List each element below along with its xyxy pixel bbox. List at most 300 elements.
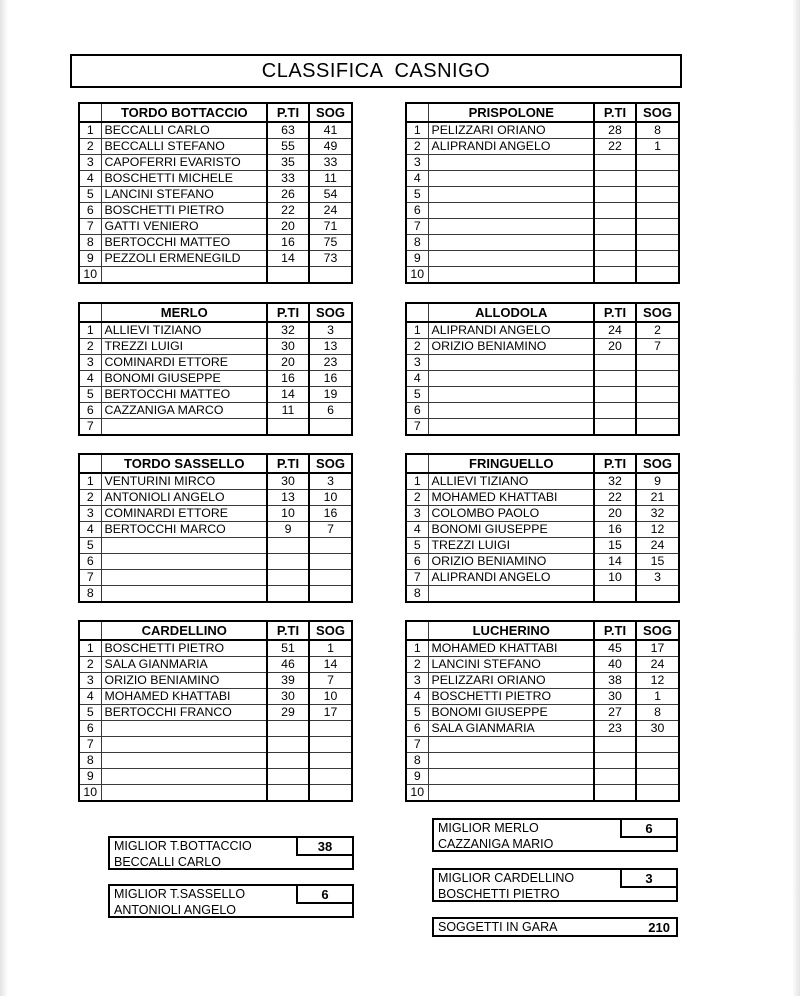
- cell-name: [101, 721, 267, 737]
- cell-rank: 3: [79, 673, 101, 689]
- cell-catches: [636, 251, 679, 267]
- award-score: 3: [620, 868, 678, 888]
- table-header-row: [79, 303, 352, 322]
- cell-points: [267, 586, 309, 603]
- cell-name: [428, 171, 594, 187]
- cell-name: [428, 737, 594, 753]
- cell-rank: 10: [79, 267, 101, 284]
- cell-points: [594, 171, 636, 187]
- column-header-catches: SOG: [309, 454, 352, 473]
- cell-catches: 24: [636, 538, 679, 554]
- cell-points: 46: [267, 657, 309, 673]
- cell-rank: 3: [406, 673, 428, 689]
- cell-name: ALLIEVI TIZIANO: [428, 473, 594, 490]
- column-header-points: P.TI: [267, 621, 309, 640]
- table-row: [79, 586, 352, 603]
- cell-rank: 1: [406, 122, 428, 139]
- cell-name: BECCALLI STEFANO: [101, 139, 267, 155]
- cell-points: 11: [267, 403, 309, 419]
- cell-points: 32: [267, 322, 309, 339]
- cell-points: [267, 419, 309, 436]
- award-score: 6: [296, 884, 354, 904]
- cell-rank: 4: [406, 689, 428, 705]
- cell-points: [267, 753, 309, 769]
- cell-catches: [636, 371, 679, 387]
- cell-catches: [309, 769, 352, 785]
- cell-catches: 1: [636, 689, 679, 705]
- cell-rank: 6: [79, 203, 101, 219]
- cell-rank: 2: [406, 490, 428, 506]
- cell-name: [101, 586, 267, 603]
- table-row: [406, 721, 679, 737]
- column-header-points: P.TI: [267, 454, 309, 473]
- cell-rank: 8: [406, 586, 428, 603]
- table-title: LUCHERINO: [428, 621, 594, 640]
- cell-name: BOSCHETTI MICHELE: [101, 171, 267, 187]
- column-header-rank: [406, 303, 428, 322]
- cell-catches: 41: [309, 122, 352, 139]
- cell-points: 30: [267, 689, 309, 705]
- cell-catches: 8: [636, 122, 679, 139]
- cell-catches: 12: [636, 673, 679, 689]
- column-header-catches: SOG: [636, 621, 679, 640]
- table-row: [79, 219, 352, 235]
- cell-catches: [309, 737, 352, 753]
- cell-rank: 4: [406, 371, 428, 387]
- cell-name: BOSCHETTI PIETRO: [101, 640, 267, 657]
- cell-catches: 9: [636, 473, 679, 490]
- award-title-row: [434, 820, 676, 836]
- table-row: [406, 419, 679, 436]
- cell-catches: [636, 403, 679, 419]
- cell-points: [594, 155, 636, 171]
- cell-catches: 16: [309, 506, 352, 522]
- table-row: [79, 267, 352, 284]
- cell-points: 16: [594, 522, 636, 538]
- ranking-table-fringuello: [405, 453, 680, 603]
- ranking-table-allodola: [405, 302, 680, 436]
- cell-rank: 4: [79, 689, 101, 705]
- cell-points: 26: [267, 187, 309, 203]
- table-title: PRISPOLONE: [428, 103, 594, 122]
- cell-rank: 5: [79, 705, 101, 721]
- cell-catches: [636, 586, 679, 603]
- cell-points: 30: [267, 339, 309, 355]
- cell-rank: 9: [406, 769, 428, 785]
- award-title: MIGLIOR MERLO: [438, 821, 539, 835]
- ranking-table-prispolone: [405, 102, 680, 284]
- cell-rank: 5: [79, 387, 101, 403]
- table-row: [79, 155, 352, 171]
- table-title: ALLODOLA: [428, 303, 594, 322]
- page-title: CLASSIFICA CASNIGO: [261, 59, 491, 82]
- table-row: [79, 769, 352, 785]
- cell-rank: 4: [406, 522, 428, 538]
- cell-rank: 10: [406, 267, 428, 284]
- cell-rank: 2: [406, 139, 428, 155]
- table-header-row: [406, 303, 679, 322]
- cell-points: 39: [267, 673, 309, 689]
- cell-catches: [309, 419, 352, 436]
- award-winner: BOSCHETTI PIETRO: [438, 887, 560, 901]
- cell-catches: 12: [636, 522, 679, 538]
- cell-points: 10: [267, 506, 309, 522]
- table-row: [79, 737, 352, 753]
- table-row: [406, 657, 679, 673]
- table-row: [79, 235, 352, 251]
- table-row: [406, 219, 679, 235]
- table-row: [79, 371, 352, 387]
- table-row: [406, 785, 679, 802]
- table-row: [406, 640, 679, 657]
- cell-catches: [309, 753, 352, 769]
- cell-name: BONOMI GIUSEPPE: [101, 371, 267, 387]
- cell-name: [101, 570, 267, 586]
- cell-points: [594, 371, 636, 387]
- cell-rank: 7: [79, 737, 101, 753]
- table-row: [406, 522, 679, 538]
- cell-name: [101, 785, 267, 802]
- table-row: [406, 490, 679, 506]
- cell-rank: 1: [406, 322, 428, 339]
- cell-catches: [636, 267, 679, 284]
- cell-catches: [636, 355, 679, 371]
- column-header-catches: SOG: [636, 303, 679, 322]
- cell-name: ANTONIOLI ANGELO: [101, 490, 267, 506]
- cell-rank: 7: [79, 570, 101, 586]
- cell-points: 38: [594, 673, 636, 689]
- cell-rank: 2: [79, 657, 101, 673]
- cell-points: 51: [267, 640, 309, 657]
- award-title: MIGLIOR T.BOTTACCIO: [114, 839, 252, 853]
- table-row: [79, 171, 352, 187]
- cell-name: MOHAMED KHATTABI: [428, 640, 594, 657]
- cell-catches: [309, 586, 352, 603]
- cell-points: 30: [594, 689, 636, 705]
- cell-name: ALIPRANDI ANGELO: [428, 322, 594, 339]
- cell-rank: 2: [406, 657, 428, 673]
- cell-rank: 7: [79, 419, 101, 436]
- cell-name: LANCINI STEFANO: [101, 187, 267, 203]
- cell-rank: 5: [406, 705, 428, 721]
- cell-name: BOSCHETTI PIETRO: [428, 689, 594, 705]
- cell-rank: 4: [79, 522, 101, 538]
- column-header-catches: SOG: [636, 103, 679, 122]
- cell-points: [594, 403, 636, 419]
- cell-catches: 17: [309, 705, 352, 721]
- cell-rank: 7: [406, 219, 428, 235]
- cell-points: [594, 235, 636, 251]
- cell-catches: [636, 387, 679, 403]
- cell-rank: 2: [79, 339, 101, 355]
- column-header-catches: SOG: [309, 621, 352, 640]
- table-row: [79, 203, 352, 219]
- cell-points: 28: [594, 122, 636, 139]
- cell-rank: 6: [79, 721, 101, 737]
- table-row: [406, 155, 679, 171]
- cell-catches: 2: [636, 322, 679, 339]
- total-value: 210: [648, 919, 670, 935]
- cell-catches: 10: [309, 490, 352, 506]
- cell-rank: 8: [79, 586, 101, 603]
- cell-points: 40: [594, 657, 636, 673]
- column-header-rank: [79, 621, 101, 640]
- cell-name: [428, 785, 594, 802]
- cell-name: MOHAMED KHATTABI: [101, 689, 267, 705]
- cell-name: [101, 419, 267, 436]
- cell-points: 16: [267, 371, 309, 387]
- cell-points: [594, 419, 636, 436]
- cell-rank: 2: [79, 490, 101, 506]
- cell-rank: 6: [406, 403, 428, 419]
- cell-name: LANCINI STEFANO: [428, 657, 594, 673]
- table-row: [406, 122, 679, 139]
- cell-catches: 6: [309, 403, 352, 419]
- award-title-row: [434, 870, 676, 886]
- cell-points: [594, 737, 636, 753]
- cell-name: [428, 355, 594, 371]
- table-title: CARDELLINO: [101, 621, 267, 640]
- ranking-table-tordo-bottaccio: [78, 102, 353, 284]
- cell-catches: [636, 155, 679, 171]
- cell-catches: [309, 570, 352, 586]
- table-row: [79, 251, 352, 267]
- column-header-rank: [406, 103, 428, 122]
- cell-points: 63: [267, 122, 309, 139]
- cell-name: [101, 267, 267, 284]
- cell-catches: 7: [309, 522, 352, 538]
- cell-points: 45: [594, 640, 636, 657]
- table-row: [79, 689, 352, 705]
- table-row: [406, 251, 679, 267]
- cell-name: [101, 737, 267, 753]
- cell-rank: 3: [79, 506, 101, 522]
- cell-rank: 3: [79, 355, 101, 371]
- table-row: [406, 586, 679, 603]
- cell-name: BECCALLI CARLO: [101, 122, 267, 139]
- table-row: [79, 705, 352, 721]
- cell-catches: [636, 235, 679, 251]
- ranking-table-merlo: [78, 302, 353, 436]
- cell-rank: 8: [406, 753, 428, 769]
- cell-name: [101, 769, 267, 785]
- table-row: [406, 473, 679, 490]
- table-title: TORDO SASSELLO: [101, 454, 267, 473]
- table-row: [79, 355, 352, 371]
- column-header-points: P.TI: [594, 303, 636, 322]
- cell-rank: 6: [406, 554, 428, 570]
- cell-name: [428, 403, 594, 419]
- cell-name: BERTOCCHI MARCO: [101, 522, 267, 538]
- page-title-box: [70, 54, 682, 88]
- cell-catches: 16: [309, 371, 352, 387]
- cell-name: ORIZIO BENIAMINO: [101, 673, 267, 689]
- award-title: MIGLIOR CARDELLINO: [438, 871, 575, 885]
- cell-catches: 10: [309, 689, 352, 705]
- cell-points: [267, 737, 309, 753]
- cell-name: [428, 235, 594, 251]
- table-row: [406, 139, 679, 155]
- table-row: [79, 554, 352, 570]
- cell-rank: 8: [79, 753, 101, 769]
- column-header-catches: SOG: [309, 103, 352, 122]
- cell-catches: 15: [636, 554, 679, 570]
- cell-rank: 1: [406, 640, 428, 657]
- cell-points: 10: [594, 570, 636, 586]
- cell-name: ALIPRANDI ANGELO: [428, 570, 594, 586]
- table-row: [406, 554, 679, 570]
- cell-name: PELIZZARI ORIANO: [428, 673, 594, 689]
- cell-name: BERTOCCHI FRANCO: [101, 705, 267, 721]
- ranking-table-lucherino: [405, 620, 680, 802]
- cell-name: ALIPRANDI ANGELO: [428, 139, 594, 155]
- cell-points: [267, 267, 309, 284]
- cell-name: [428, 267, 594, 284]
- cell-name: [428, 586, 594, 603]
- table-row: [406, 203, 679, 219]
- cell-name: [101, 538, 267, 554]
- cell-catches: [636, 171, 679, 187]
- cell-rank: 6: [79, 403, 101, 419]
- cell-catches: 3: [309, 322, 352, 339]
- cell-points: [594, 355, 636, 371]
- cell-catches: 13: [309, 339, 352, 355]
- cell-name: ORIZIO BENIAMINO: [428, 554, 594, 570]
- table-title: FRINGUELLO: [428, 454, 594, 473]
- table-row: [79, 139, 352, 155]
- column-header-points: P.TI: [594, 454, 636, 473]
- cell-rank: 3: [79, 155, 101, 171]
- cell-name: [428, 387, 594, 403]
- award-winner-row: [434, 886, 676, 902]
- cell-name: COLOMBO PAOLO: [428, 506, 594, 522]
- cell-catches: [636, 785, 679, 802]
- table-row: [79, 122, 352, 139]
- cell-points: 22: [267, 203, 309, 219]
- column-header-points: P.TI: [594, 621, 636, 640]
- cell-name: TREZZI LUIGI: [101, 339, 267, 355]
- cell-name: COMINARDI ETTORE: [101, 506, 267, 522]
- cell-catches: 23: [309, 355, 352, 371]
- total-label: SOGGETTI IN GARA: [438, 920, 558, 934]
- cell-name: [428, 419, 594, 436]
- ranking-table-tordo-sassello: [78, 453, 353, 603]
- cell-name: [428, 753, 594, 769]
- cell-rank: 6: [406, 721, 428, 737]
- cell-rank: 7: [79, 219, 101, 235]
- cell-name: SALA GIANMARIA: [101, 657, 267, 673]
- cell-name: SALA GIANMARIA: [428, 721, 594, 737]
- cell-points: [594, 251, 636, 267]
- table-row: [406, 753, 679, 769]
- cell-rank: 1: [79, 640, 101, 657]
- cell-name: [101, 753, 267, 769]
- cell-points: 20: [267, 355, 309, 371]
- cell-name: ALLIEVI TIZIANO: [101, 322, 267, 339]
- cell-name: [428, 251, 594, 267]
- cell-points: [594, 203, 636, 219]
- cell-rank: 3: [406, 155, 428, 171]
- cell-points: [594, 387, 636, 403]
- cell-points: 20: [594, 506, 636, 522]
- cell-points: [267, 554, 309, 570]
- cell-catches: [636, 769, 679, 785]
- cell-points: [594, 187, 636, 203]
- cell-catches: [636, 419, 679, 436]
- table-row: [79, 187, 352, 203]
- cell-catches: [309, 538, 352, 554]
- cell-catches: 75: [309, 235, 352, 251]
- award-winner-row: [434, 836, 676, 852]
- cell-catches: 1: [636, 139, 679, 155]
- cell-rank: 1: [79, 322, 101, 339]
- table-row: [79, 721, 352, 737]
- cell-catches: [309, 721, 352, 737]
- table-row: [406, 689, 679, 705]
- table-row: [79, 570, 352, 586]
- cell-catches: 1: [309, 640, 352, 657]
- table-row: [406, 355, 679, 371]
- award-score: 38: [296, 836, 354, 856]
- cell-catches: 3: [309, 473, 352, 490]
- cell-rank: 10: [79, 785, 101, 802]
- cell-catches: 7: [309, 673, 352, 689]
- cell-name: CAZZANIGA MARCO: [101, 403, 267, 419]
- cell-points: [594, 219, 636, 235]
- cell-points: 15: [594, 538, 636, 554]
- cell-points: 14: [267, 251, 309, 267]
- cell-points: [594, 769, 636, 785]
- column-header-rank: [79, 454, 101, 473]
- table-row: [406, 403, 679, 419]
- table-header-row: [406, 454, 679, 473]
- cell-rank: 2: [79, 139, 101, 155]
- cell-rank: 5: [406, 538, 428, 554]
- cell-catches: 21: [636, 490, 679, 506]
- award-box-miglior-merlo: [432, 818, 678, 852]
- table-row: [79, 506, 352, 522]
- cell-points: 20: [267, 219, 309, 235]
- cell-catches: [309, 267, 352, 284]
- cell-name: [101, 554, 267, 570]
- cell-rank: 1: [79, 473, 101, 490]
- cell-catches: 19: [309, 387, 352, 403]
- table-row: [79, 419, 352, 436]
- table-row: [406, 371, 679, 387]
- cell-rank: 9: [79, 769, 101, 785]
- cell-points: 16: [267, 235, 309, 251]
- award-winner: CAZZANIGA MARIO: [438, 837, 554, 851]
- cell-name: BERTOCCHI MATTEO: [101, 235, 267, 251]
- cell-catches: [309, 554, 352, 570]
- cell-points: [267, 538, 309, 554]
- cell-catches: 73: [309, 251, 352, 267]
- cell-rank: 7: [406, 737, 428, 753]
- table-row: [79, 640, 352, 657]
- table-row: [406, 769, 679, 785]
- cell-points: 9: [267, 522, 309, 538]
- cell-catches: 8: [636, 705, 679, 721]
- cell-catches: [309, 785, 352, 802]
- cell-rank: 4: [79, 171, 101, 187]
- cell-rank: 6: [406, 203, 428, 219]
- cell-catches: 24: [636, 657, 679, 673]
- table-row: [406, 538, 679, 554]
- cell-rank: 3: [406, 355, 428, 371]
- cell-rank: 7: [406, 570, 428, 586]
- cell-name: BERTOCCHI MATTEO: [101, 387, 267, 403]
- cell-rank: 5: [79, 187, 101, 203]
